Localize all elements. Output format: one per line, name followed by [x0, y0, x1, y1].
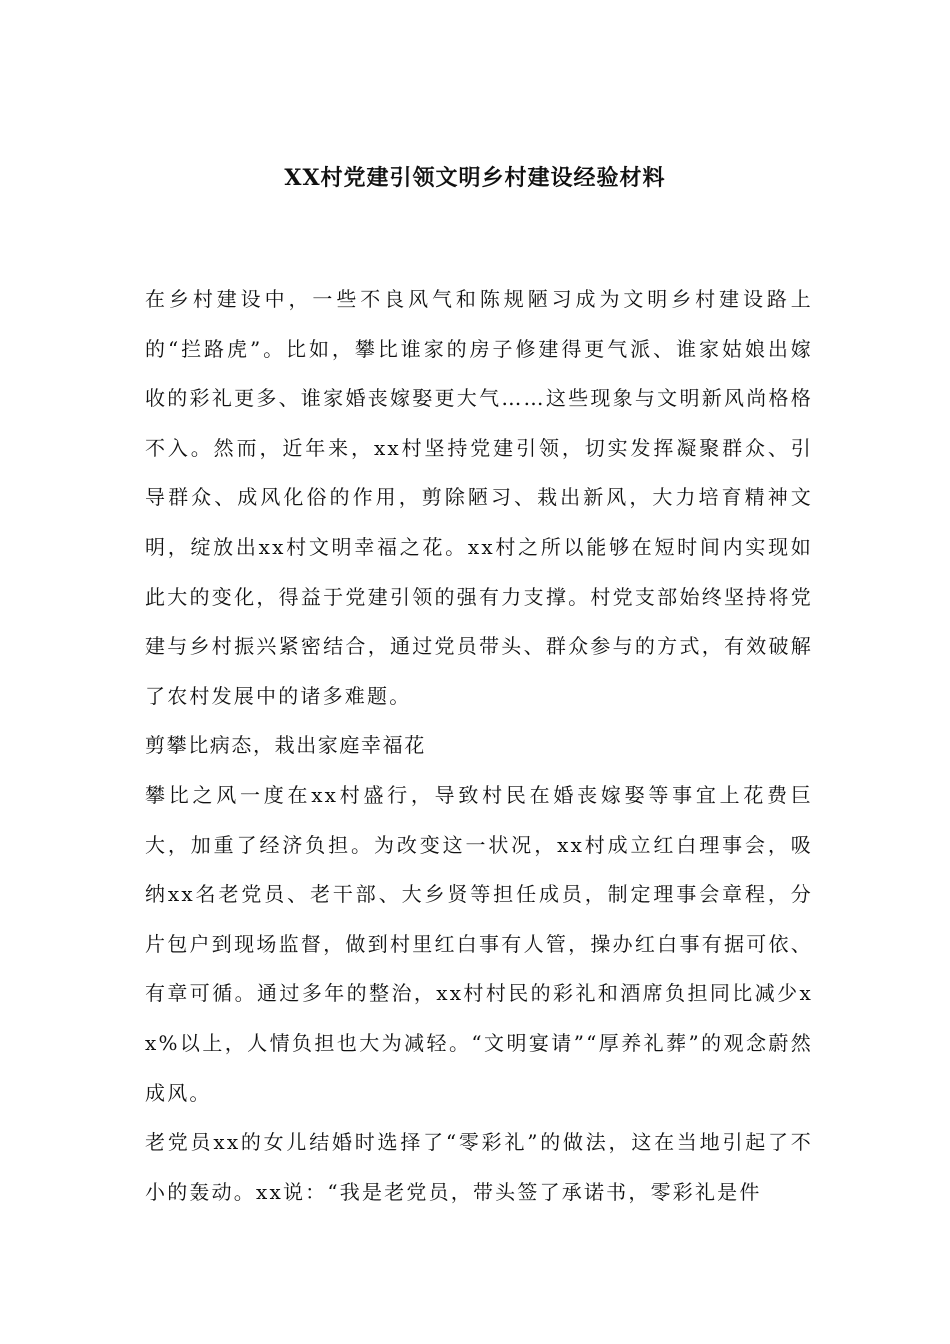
document-body: [145, 275, 813, 1217]
section-heading: 剪攀比病态，栽出家庭幸福花: [145, 733, 426, 758]
body-paragraph-intro: 在乡村建设中，一些不良风气和陈规陋习成为文明乡村建设路上的“拦路虎”。比如，攀比谁家的房子修建得更气派、谁家姑娘出嫁收的彩礼更多、谁家婚丧嫁娶更大气……这些现象与文明新风尚格格不入。然而，近年来，xx村坚持党建引领，切实发挥凝聚群众、引导群众、成风化俗的作用，剪除陋习、栽出新风，大力培育精神文明，绽放出xx村文明幸福之花。xx村之所以能够在短时间内实现如此大的变化，得益于党建引领的强有力支撑。村党支部始终坚持将党建与乡村振兴紧密结合，通过党员带头、群众参与的方式，有效破解了农村发展中的诸多难题。: [145, 287, 813, 708]
document-title: XX村党建引领文明乡村建设经验材料: [284, 165, 666, 191]
body-paragraph: 老党员xx的女儿结婚时选择了“零彩礼”的做法，这在当地引起了不小的轰动。xx说：“我是老党员，带头签了承诺书，零彩礼是件: [145, 1130, 813, 1204]
body-paragraph: 攀比之风一度在xx村盛行，导致村民在婚丧嫁娶等事宜上花费巨大，加重了经济负担。为改变这一状况，xx村成立红白理事会，吸纳xx名老党员、老干部、大乡贤等担任成员，制定理事会章程，分片包户到现场监督，做到村里红白事有人管，操办红白事有据可依、有章可循。通过多年的整治，xx村村民的彩礼和酒席负担同比减少xx%以上，人情负担也大为减轻。“文明宴请”“厚养礼葬”的观念蔚然成风。: [145, 782, 813, 1105]
